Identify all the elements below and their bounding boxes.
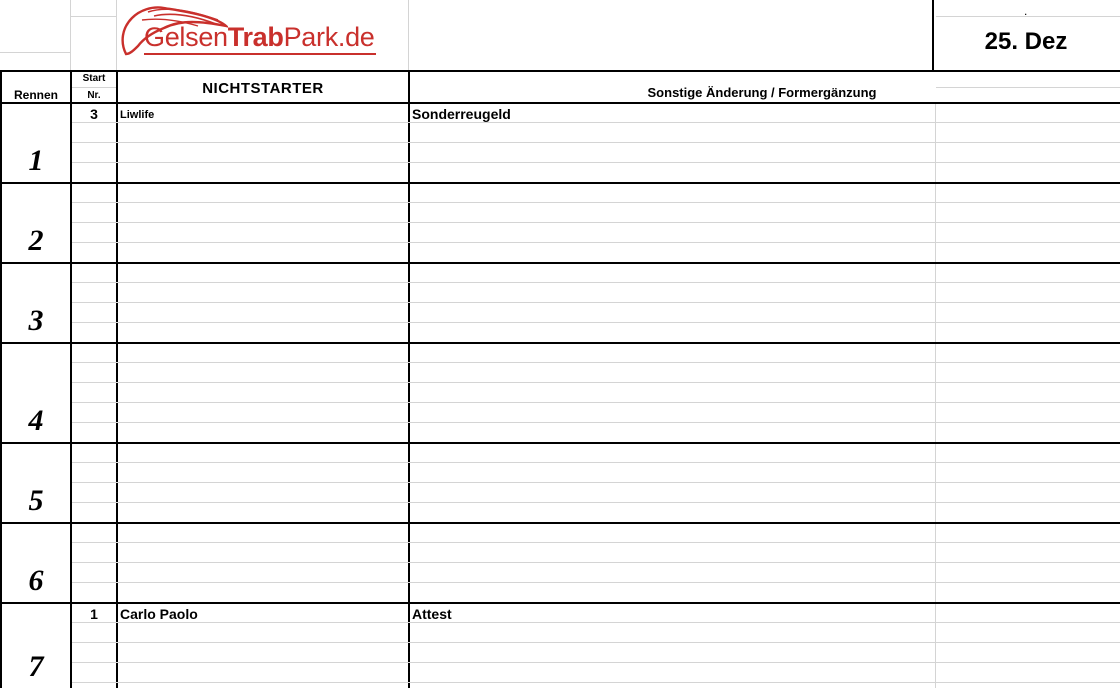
row-gridline <box>72 622 1120 623</box>
row-gridline <box>72 242 1120 243</box>
row-gridline <box>72 402 1120 403</box>
row-gridline <box>72 382 1120 383</box>
race-number: 3 <box>28 304 44 337</box>
start-number-cell[interactable]: 3 <box>90 106 98 122</box>
race-divider <box>0 262 1120 264</box>
date-dot: . <box>1024 4 1028 18</box>
row-gridline <box>72 142 1120 143</box>
row-gridline <box>72 322 1120 323</box>
row-gridline <box>72 362 1120 363</box>
date-label: 25. Dez <box>984 28 1068 55</box>
row-gridline <box>72 502 1120 503</box>
race-divider <box>0 522 1120 524</box>
race-number: 2 <box>28 224 44 257</box>
race-number: 6 <box>28 564 44 597</box>
column-header-nr: Nr. <box>87 90 101 101</box>
row-gridline <box>72 202 1120 203</box>
race-divider <box>0 602 1120 604</box>
change-note-cell[interactable]: Attest <box>412 606 452 622</box>
row-gridline <box>72 282 1120 283</box>
start-number-cell[interactable]: 1 <box>90 606 98 622</box>
row-gridline <box>72 562 1120 563</box>
row-gridline <box>72 462 1120 463</box>
row-gridline <box>72 302 1120 303</box>
column-header-start: Start <box>82 73 106 84</box>
row-gridline <box>72 642 1120 643</box>
row-gridline <box>72 162 1120 163</box>
logo-text: GelsenTrabPark.de <box>144 22 375 52</box>
column-header-sonstige: Sonstige Änderung / Formergänzung <box>647 85 877 100</box>
race-number: 7 <box>28 650 44 683</box>
row-gridline <box>72 662 1120 663</box>
race-divider <box>0 182 1120 184</box>
row-gridline <box>72 542 1120 543</box>
column-header-nichtstarter: NICHTSTARTER <box>202 80 324 97</box>
row-gridline <box>72 222 1120 223</box>
row-gridline <box>72 482 1120 483</box>
nichtstarter-name-cell[interactable]: Liwlife <box>120 109 155 121</box>
column-header-rennen: Rennen <box>13 88 58 102</box>
race-number: 5 <box>28 484 44 517</box>
race-divider <box>0 342 1120 344</box>
row-gridline <box>72 122 1120 123</box>
race-number: 4 <box>28 404 44 437</box>
row-gridline <box>72 682 1120 683</box>
logo-underline <box>144 53 376 55</box>
row-gridline <box>72 422 1120 423</box>
race-divider <box>0 442 1120 444</box>
gelsentrabpark-logo <box>118 2 380 54</box>
row-gridline <box>72 582 1120 583</box>
change-note-cell[interactable]: Sonderreugeld <box>412 106 511 122</box>
nichtstarter-name-cell[interactable]: Carlo Paolo <box>120 606 198 622</box>
race-number: 1 <box>28 144 44 177</box>
